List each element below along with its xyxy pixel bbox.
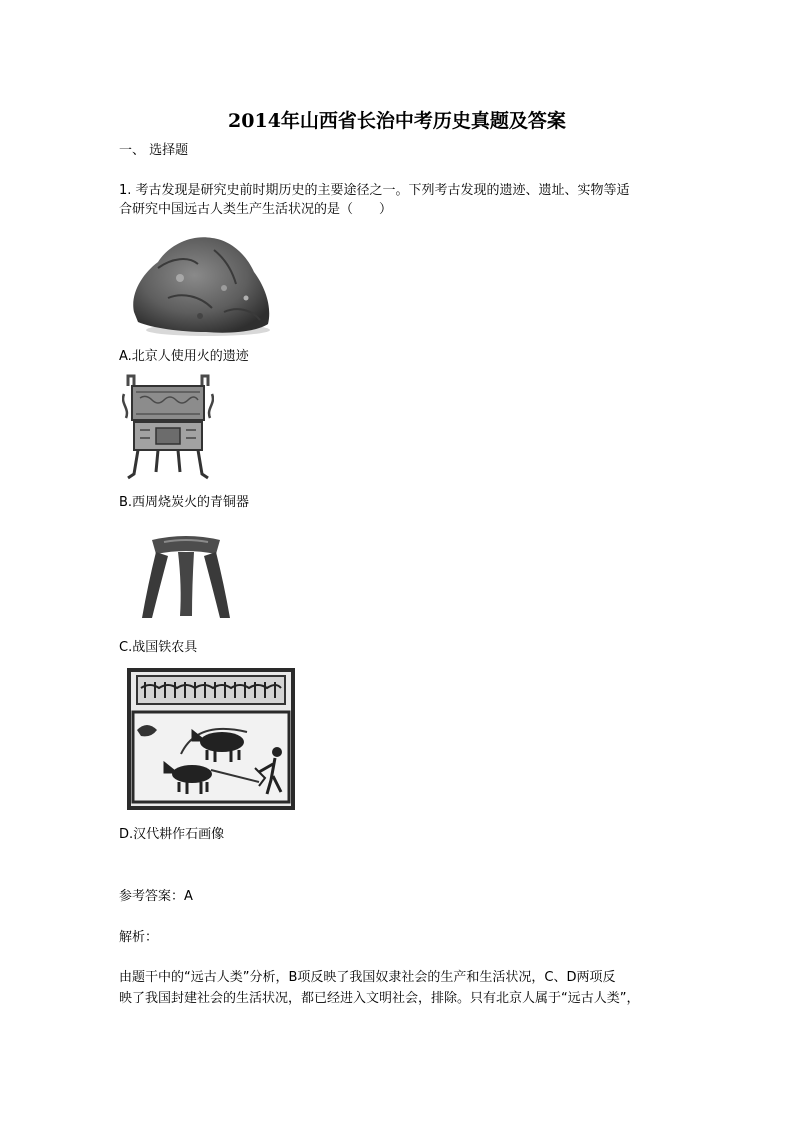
analysis-text-line-2: 映了我国封建社会的生活状况，都已经进入文明社会，排除。只有北京人属于“远古人类”， [119,991,640,1006]
question-text-line-1: 1. 考古发现是研究史前时期历史的主要途径之一。下列考古发现的遗迹、遗址、实物等适 [119,183,630,198]
option-b-label: B.西周烧炭火的青铜器 [119,495,250,510]
han-ploughing-relief-image [127,668,295,810]
option-a-label: A.北京人使用火的遗迹 [119,349,249,364]
page-title: 2014年山西省长治中考历史真题及答案 [228,110,566,132]
question-text-line-2: 合研究中国远古人类生产生活状况的是（ ） [119,202,393,217]
analysis-text-line-1: 由题干中的“远古人类”分析，B项反映了我国奴隶社会的生产和生活状况，C、D两项反 [119,970,616,985]
analysis-heading: 解析： [119,930,159,945]
option-c-label: C.战国铁农具 [119,640,198,655]
reference-answer: 参考答案：A [119,889,193,904]
section-heading: 一、 选择题 [119,143,189,158]
bronze-brazier-image [122,374,214,480]
option-d-label: D.汉代耕作石画像 [119,827,225,842]
charred-stone-image [128,228,274,340]
iron-plow-tool-image [138,530,234,622]
